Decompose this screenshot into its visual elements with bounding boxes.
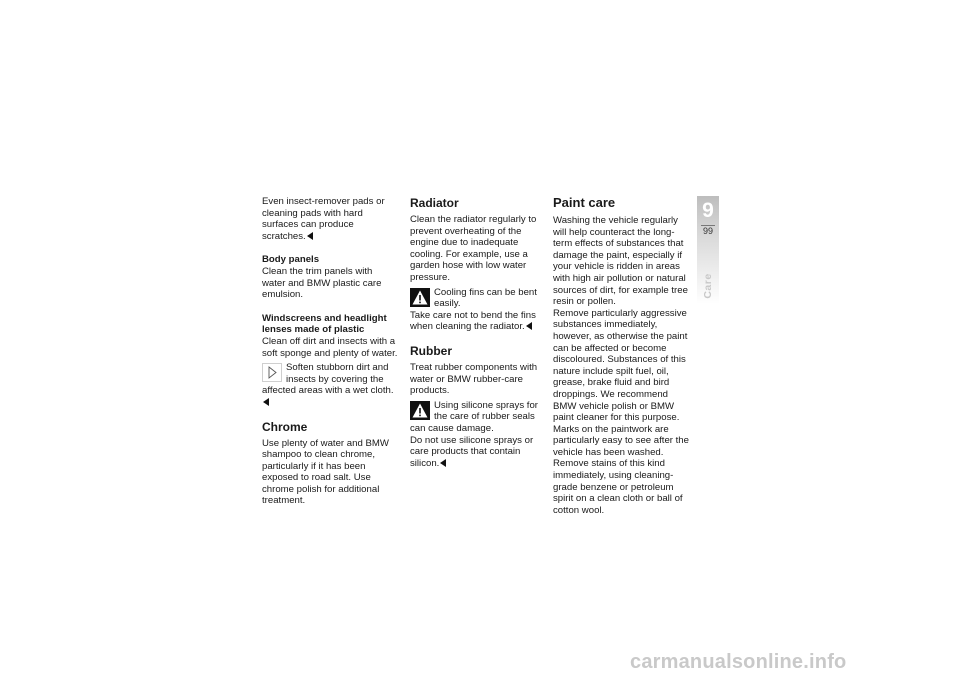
tip-triangle-icon <box>262 363 282 382</box>
chrome-text: Use plenty of water and BMW shampoo to clean chrome, particularly if it has been exposed to road salt. Use chrome polish for additional treatment. <box>262 437 389 507</box>
windscreens-title: Windscreens and headlight lenses made of plastic <box>262 312 387 336</box>
tip-text: Soften stubborn dirt and insects by covering the affected areas with a wet cloth. <box>262 362 394 397</box>
paint-care-p1: Washing the vehicle regularly will help counteract the long-term effects of substances that damage the paint, especially if your vehicle is ridden in areas with high air pollution or natural sources of dirt, for example tree resin or pollen. <box>553 215 688 308</box>
column-1 <box>262 196 398 507</box>
chapter-tab <box>697 196 719 304</box>
radiator-heading: Radiator <box>410 196 459 210</box>
column-2 <box>410 196 546 469</box>
section-label: Care <box>702 273 714 299</box>
rubber-text: Treat rubber components with water or BMW rubber-care products. <box>410 361 538 397</box>
watermark: carmanualsonline.info <box>630 651 847 673</box>
windscreens-text: Clean off dirt and insects with a soft sponge and plenty of water. <box>262 335 398 359</box>
paint-care-p2: Remove particularly aggressive substances immediately, however, as otherwise the paint can be affected or become discoloured. Substances of this nature include spilt fuel, oil, grease, brake fluid and bird droppings. We recommend BMW vehicle polish or BMW paint cleaner for this purpose. <box>553 307 688 424</box>
end-mark-icon <box>307 232 313 240</box>
column-3 <box>553 196 691 516</box>
rubber-warning <box>410 400 546 435</box>
chrome-heading: Chrome <box>262 419 308 434</box>
body-panels-text: Clean the trim panels with water and BMW plastic care emulsion. <box>262 265 382 301</box>
paint-care-p3: Marks on the paintwork are particularly easy to see after the vehicle has been washed. Remove stains of this kind immediately, using cleaning-grade benzene or petroleum spirit on a clean cloth or ball of cotton wool. <box>553 423 689 516</box>
paint-care-heading: Paint care <box>553 195 616 210</box>
end-mark-icon <box>526 322 532 330</box>
rubber-warning-text: Using silicone sprays for the care of rubber seals can cause damage. <box>410 399 538 434</box>
end-mark-icon <box>440 459 446 467</box>
end-mark-icon <box>263 398 269 406</box>
chapter-number: 9 <box>702 199 714 222</box>
radiator-warning <box>410 287 546 310</box>
rubber-after: Do not use silicone sprays or care products that contain silicon. <box>410 434 534 469</box>
radiator-warning-text: Cooling fins can be bent easily. <box>434 286 537 310</box>
body-panels-title: Body panels <box>262 254 320 266</box>
tip-note <box>262 362 398 408</box>
page-number: 99 <box>702 226 713 236</box>
rubber-heading: Rubber <box>410 343 452 358</box>
warning-triangle-icon <box>410 401 430 420</box>
radiator-after: Take care not to bend the fins when cleaning the radiator. <box>410 309 536 333</box>
intro-text: Even insect-remover pads or cleaning pads with hard surfaces can produce scratches. <box>262 196 385 242</box>
warning-triangle-icon <box>410 288 430 307</box>
radiator-text: Clean the radiator regularly to prevent overheating of the engine due to inadequate cooling. For example, use a garden hose with low water pressure. <box>410 214 537 283</box>
